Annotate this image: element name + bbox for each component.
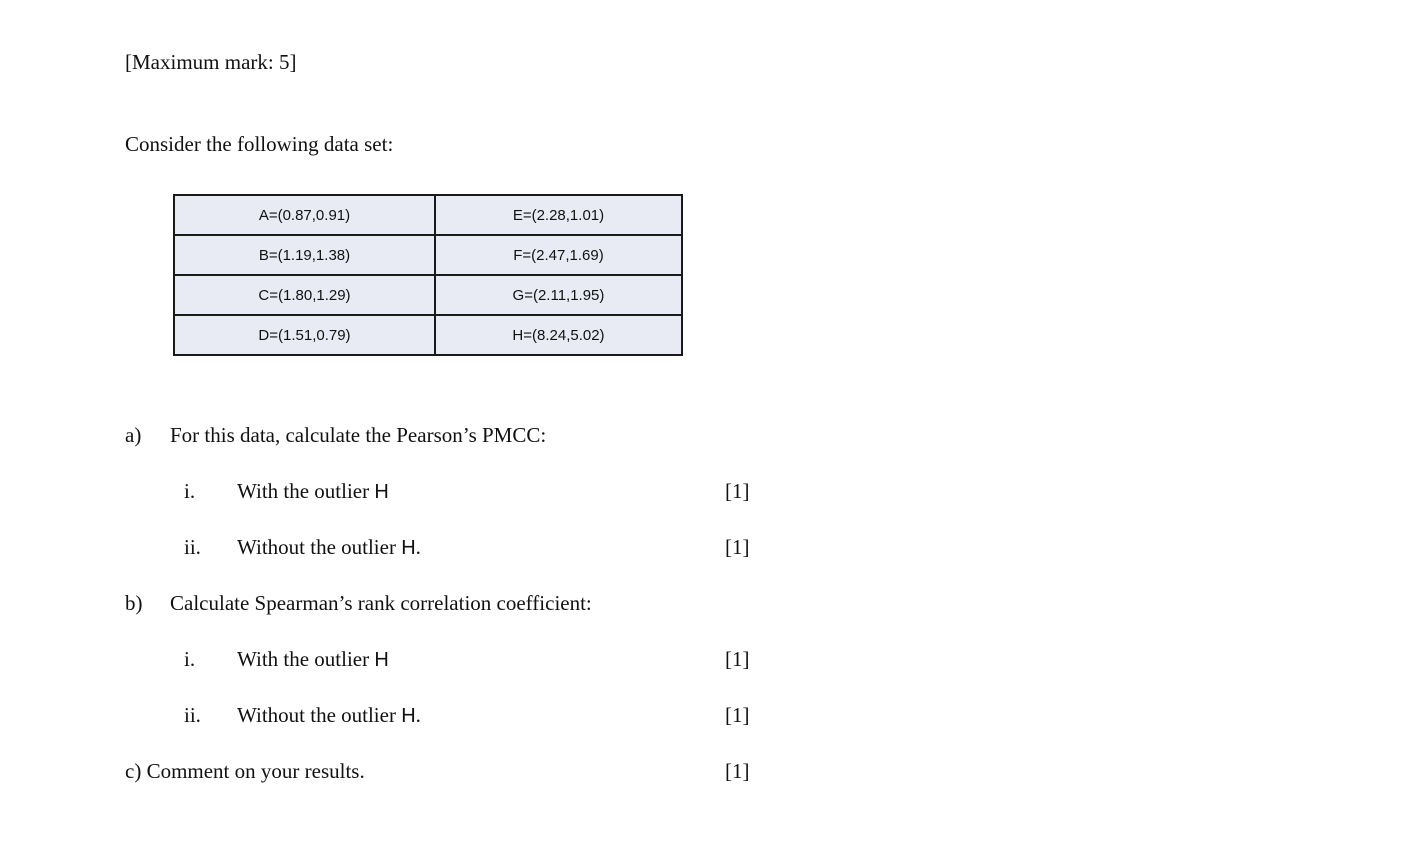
part-text (237, 647, 389, 672)
part-text-main: Without the outlier (237, 535, 402, 559)
mark-badge: [1] (725, 479, 750, 503)
data-set-table (173, 194, 683, 356)
part-suffix: . (415, 703, 421, 727)
mark-badge: [1] (725, 647, 750, 671)
table-row (174, 315, 682, 355)
part-text-main: With the outlier (237, 479, 375, 503)
part-number: ii. (184, 703, 201, 727)
question-label: a) (125, 423, 142, 447)
question-text: c) Comment on your results. (125, 759, 365, 783)
point-label: H (401, 705, 416, 727)
table-cell: H=(8.24,5.02) (435, 315, 682, 355)
part-text-main: With the outlier (237, 647, 375, 671)
part-text-main: Without the outlier (237, 703, 402, 727)
question-text: Calculate Spearman’s rank correlation coefficient: (170, 591, 592, 615)
point-label: H (401, 537, 416, 559)
table-row (174, 275, 682, 315)
table-cell: E=(2.28,1.01) (435, 195, 682, 235)
mark-badge: [1] (725, 535, 750, 559)
part-text (237, 703, 421, 728)
table-row (174, 235, 682, 275)
part-text (237, 535, 421, 560)
table-row (174, 195, 682, 235)
table-cell: F=(2.47,1.69) (435, 235, 682, 275)
part-number: ii. (184, 535, 201, 559)
intro-text: Consider the following data set: (125, 132, 394, 156)
point-label: H (374, 649, 389, 671)
part-text (237, 479, 389, 504)
mark-badge: [1] (725, 703, 750, 727)
mark-badge: [1] (725, 759, 750, 783)
question-text: For this data, calculate the Pearson’s PMCC: (170, 423, 547, 447)
part-number: i. (184, 479, 196, 503)
part-suffix: . (415, 535, 421, 559)
maximum-mark: [Maximum mark: 5] (125, 50, 297, 74)
part-number: i. (184, 647, 196, 671)
table-cell: B=(1.19,1.38) (174, 235, 435, 275)
table-cell: C=(1.80,1.29) (174, 275, 435, 315)
question-label: b) (125, 591, 143, 615)
point-label: H (374, 481, 389, 503)
table-cell: D=(1.51,0.79) (174, 315, 435, 355)
table-cell: A=(0.87,0.91) (174, 195, 435, 235)
table-cell: G=(2.11,1.95) (435, 275, 682, 315)
